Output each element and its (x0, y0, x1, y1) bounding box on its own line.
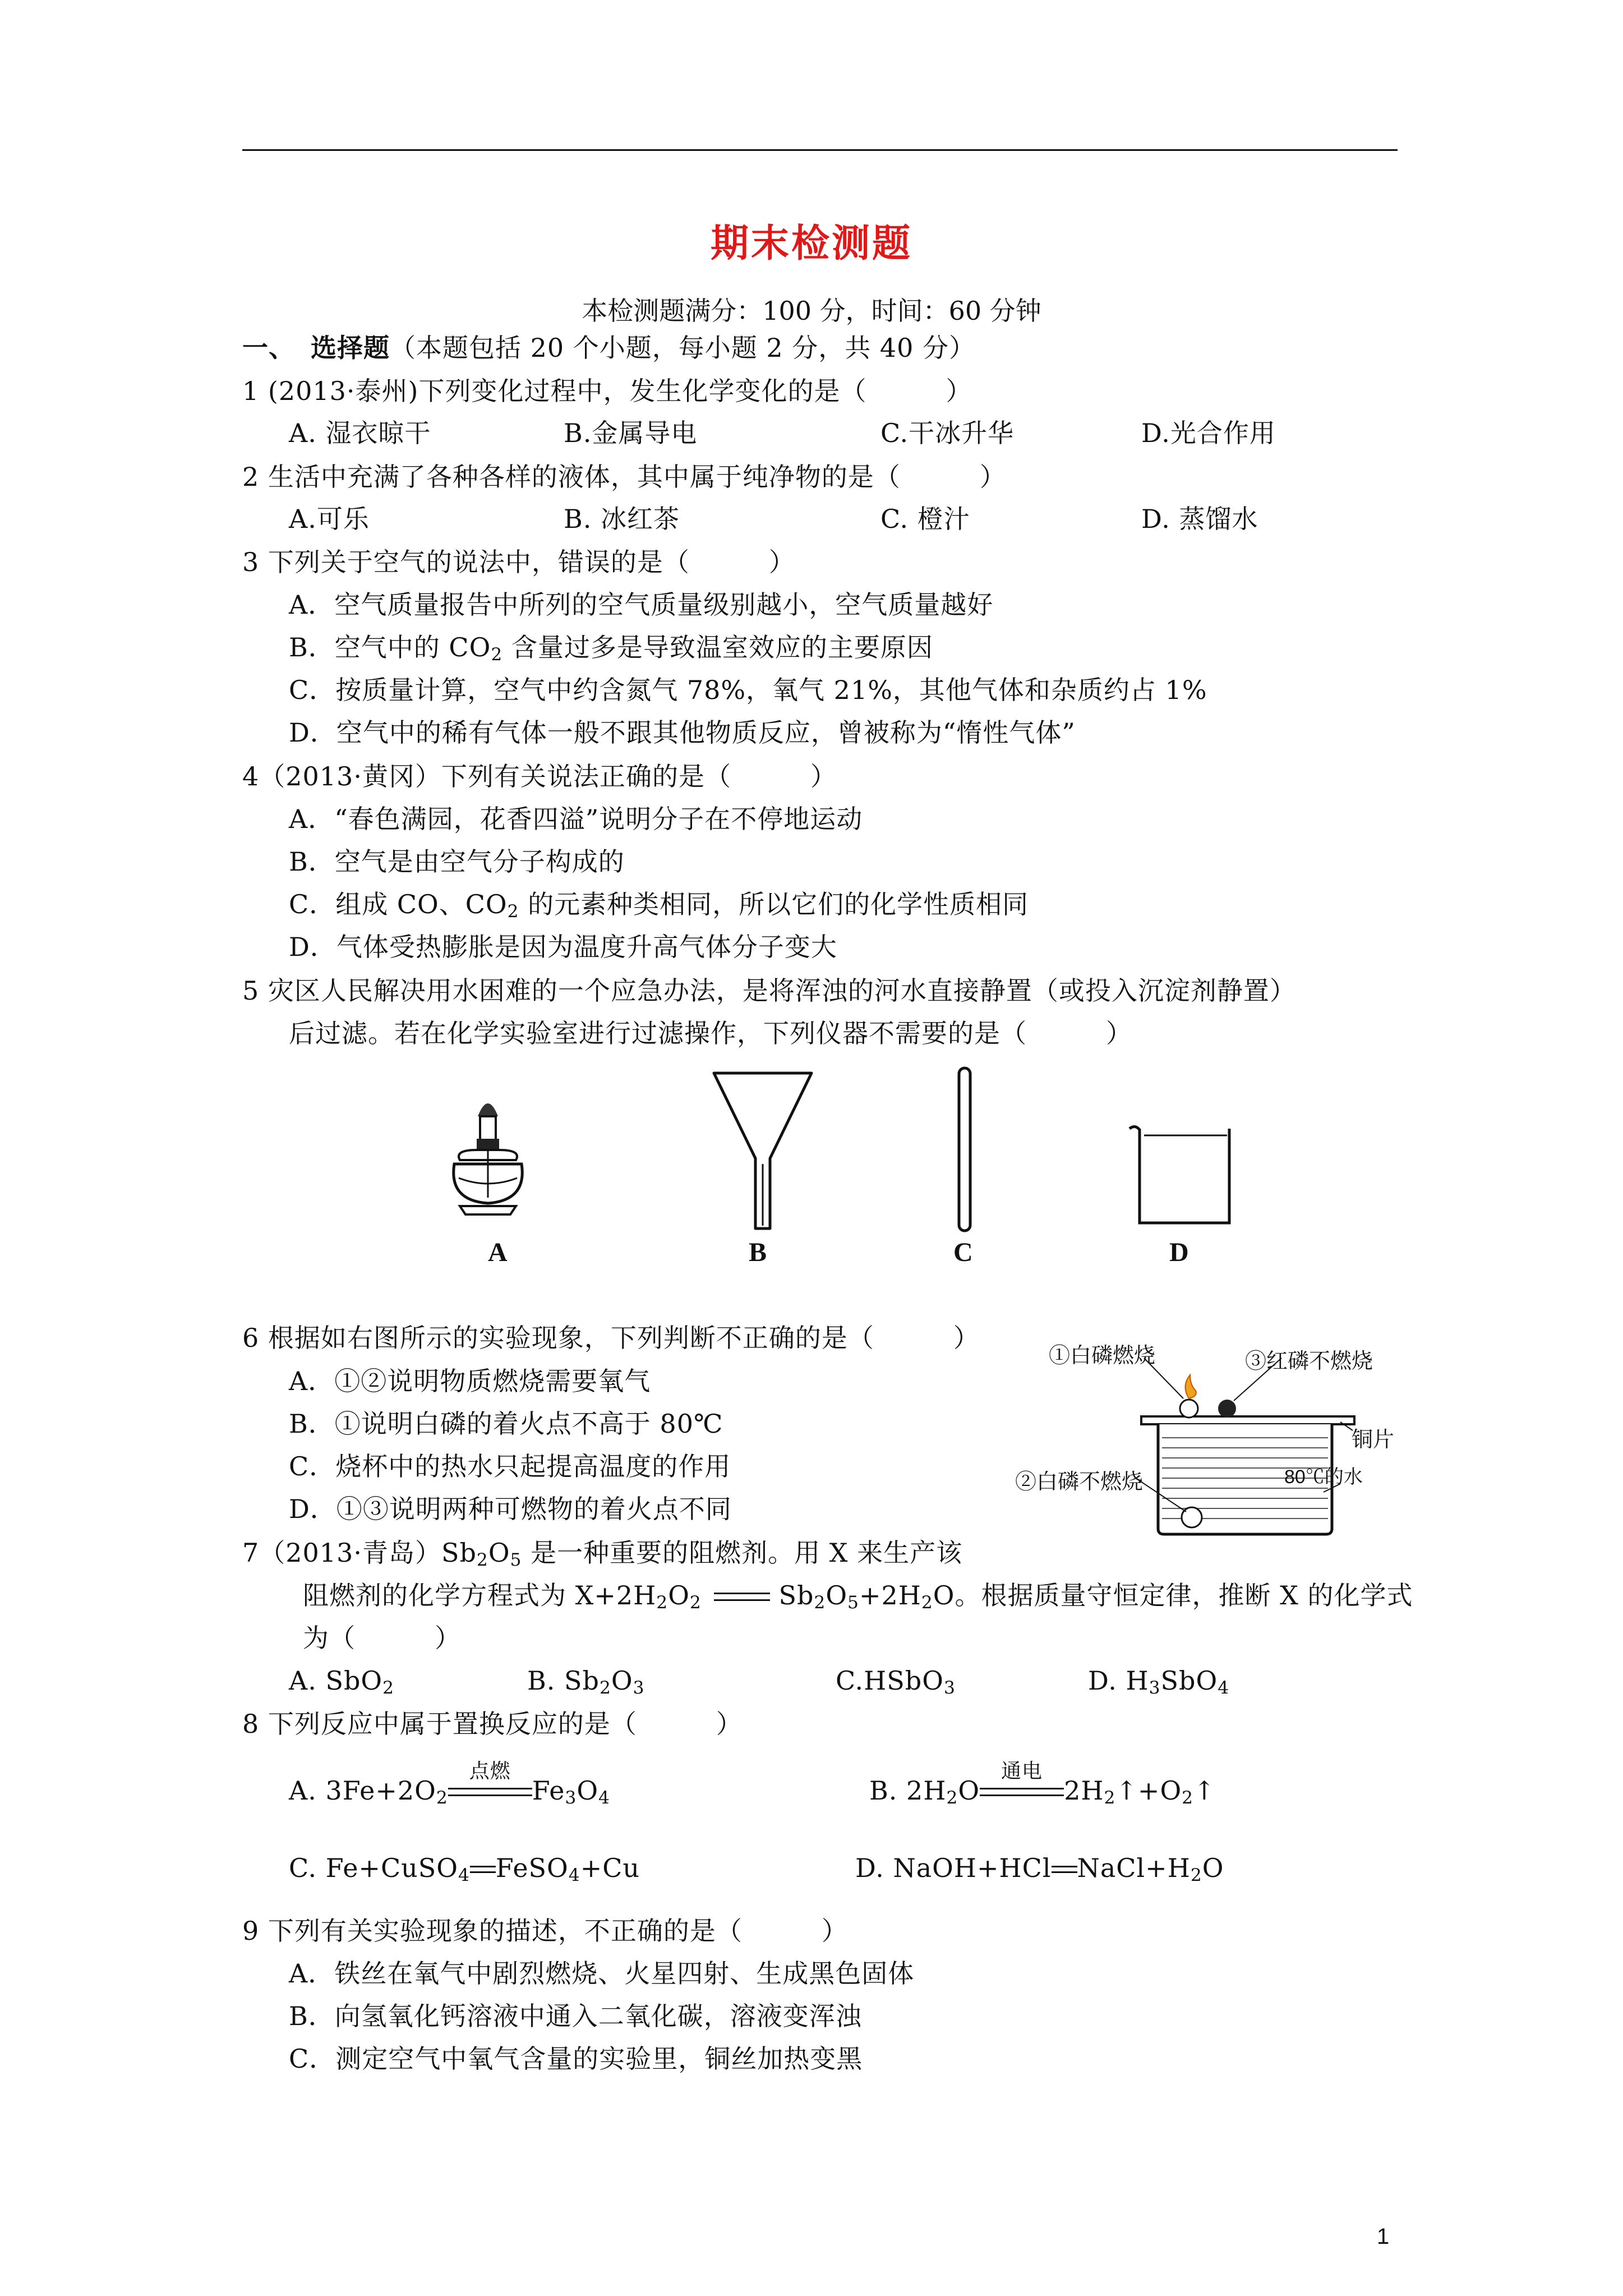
figure-label-1: ①白磷燃烧 (1049, 1344, 1156, 1368)
q2-option-c: C. 橙汁 (880, 504, 970, 534)
condition-electrolysis: 通电 (1001, 1760, 1043, 1783)
equation-equals-sign (714, 1589, 770, 1606)
header-rule (242, 149, 1398, 151)
q9-stem: 9 下列有关实验现象的描述，不正确的是（ ） (242, 1916, 848, 1946)
q1-stem: 1 (2013·泰州)下列变化过程中，发生化学变化的是（ ） (242, 376, 972, 406)
figure-label-3: ③红磷不燃烧 (1245, 1350, 1373, 1373)
figure-label-plate: 铜片 (1352, 1428, 1395, 1452)
q3-option-b: B．空气中的 $CO_2$ 含量过多是导致温室效应的主要原因 (289, 632, 933, 665)
section-note: （本题包括 20 个小题，每小题 2 分，共 40 分） (390, 333, 976, 363)
q2-option-d: D. 蒸馏水 (1141, 504, 1258, 534)
q7-option-a: A. SbO$_2$ (289, 1665, 395, 1698)
beaker-figure (1127, 1122, 1239, 1228)
figure-label-water: 80℃的水 (1284, 1466, 1363, 1488)
q1-option-c: C.干冰升华 (880, 418, 1015, 448)
q6-option-d: D．①③说明两种可燃物的着火点不同 (289, 1494, 732, 1524)
q7-option-b: B. $Sb_2O_3$ (527, 1665, 645, 1698)
q3-option-d: D．空气中的稀有气体一般不跟其他物质反应，曾被称为“惰性气体” (289, 717, 1076, 748)
q7-stem-line3: 为（ ） (303, 1623, 461, 1653)
q3-option-c: C．按质量计算，空气中约含氮气 78%，氧气 21%，其他气体和杂质约占 1% (289, 675, 1207, 705)
q8-option-d: D. NaOH+HCl $NaCl+H_2O$ (855, 1853, 1224, 1885)
q8-option-a: A. $3Fe+2O_2$ 点燃 $Fe_3O_4$ (289, 1774, 610, 1807)
q7-stem: 7（2013·青岛）$Sb_2O_5$ 是一种重要的阻燃剂。用 X 来生产该 (242, 1538, 963, 1570)
q9-option-c: C．测定空气中氧气含量的实验里，铜丝加热变黑 (289, 2044, 863, 2074)
q3-option-a: A．空气质量报告中所列的空气质量级别越小，空气质量越好 (289, 590, 994, 620)
section-heading (242, 331, 975, 365)
q5-stem-line2: 后过滤。若在化学实验室进行过滤操作，下列仪器不需要的是（ ） (289, 1018, 1132, 1048)
alcohol-lamp-figure (443, 1094, 533, 1223)
q9-option-b: B．向氢氧化钙溶液中通入二氧化碳，溶液变浑浊 (289, 2001, 862, 2031)
q4-stem: 4（2013·黄冈）下列有关说法正确的是（ ） (242, 761, 837, 792)
q6-stem: 6 根据如右图所示的实验现象，下列判断不正确的是（ ） (242, 1323, 980, 1353)
page-subtitle: 本检测题满分：100 分，时间：60 分钟 (582, 296, 1041, 326)
q1-option-b: B.金属导电 (564, 418, 698, 448)
q5-stem-line1: 5 灾区人民解决用水困难的一个应急办法，是将浑浊的河水直接静置（或投入沉淀剂静置） (242, 976, 1296, 1006)
section-title: 选择题 (311, 333, 390, 363)
q4-option-b: B．空气是由空气分子构成的 (289, 846, 625, 877)
q5-label-d: D (1169, 1237, 1189, 1267)
q8-stem: 8 下列反应中属于置换反应的是（ ） (242, 1709, 743, 1739)
q5-label-a: A (488, 1237, 508, 1267)
q4-option-d: D．气体受热膨胀是因为温度升高气体分子变大 (289, 932, 837, 962)
q4-option-c: C．组成 CO、$CO_2$ 的元素种类相同，所以它们的化学性质相同 (289, 889, 1029, 922)
q7-option-c: C.HSbO$_3$ (836, 1665, 956, 1698)
q2-stem: 2 生活中充满了各种各样的液体，其中属于纯净物的是（ ） (242, 462, 1006, 492)
q5-label-c: C (953, 1237, 973, 1267)
section-number: 一、 (242, 333, 295, 363)
figure-label-2: ②白磷不燃烧 (1015, 1470, 1144, 1494)
q6-option-a: A．①②说明物质燃烧需要氧气 (289, 1366, 651, 1396)
q1-option-d: D.光合作用 (1141, 418, 1276, 448)
q5-label-b: B (749, 1237, 767, 1267)
q9-option-a: A．铁丝在氧气中剧烈燃烧、火星四射、生成黑色固体 (289, 1958, 915, 1989)
q7-option-d: D. $H_3SbO_4$ (1088, 1665, 1230, 1698)
q8-option-b: B. $2H_2O$ 通电 $2H_2↑+O_2↑$ (869, 1774, 1216, 1807)
q4-option-a: A．“春色满园，花香四溢”说明分子在不停地运动 (289, 804, 863, 834)
page-title: 期末检测题 (710, 221, 912, 266)
q6-option-c: C．烧杯中的热水只起提高温度的作用 (289, 1451, 731, 1481)
q3-stem: 3 下列关于空气的说法中，错误的是（ ） (242, 547, 795, 577)
page-number: 1 (1377, 2224, 1390, 2249)
q1-option-a: A. 湿衣晾干 (289, 418, 431, 448)
q8-option-c: C. Fe+CuSO$_4$ FeSO$_4$+Cu (289, 1853, 640, 1885)
q2-option-a: A.可乐 (289, 504, 370, 534)
q7-stem-line2: 阻燃剂的化学方程式为 $X+2H_2O_2$ $Sb_2O_5+2H_2O$。根据质量守恒定律，推断 X 的化学式 (303, 1580, 1413, 1613)
phosphorus-combustion-figure (1015, 1338, 1408, 1540)
q2-option-b: B. 冰红茶 (564, 504, 680, 534)
funnel-figure (709, 1069, 816, 1231)
condition-ignite: 点燃 (469, 1760, 511, 1783)
q6-option-b: B．①说明白磷的着火点不高于 80℃ (289, 1409, 723, 1439)
glass-rod-figure (953, 1066, 976, 1234)
